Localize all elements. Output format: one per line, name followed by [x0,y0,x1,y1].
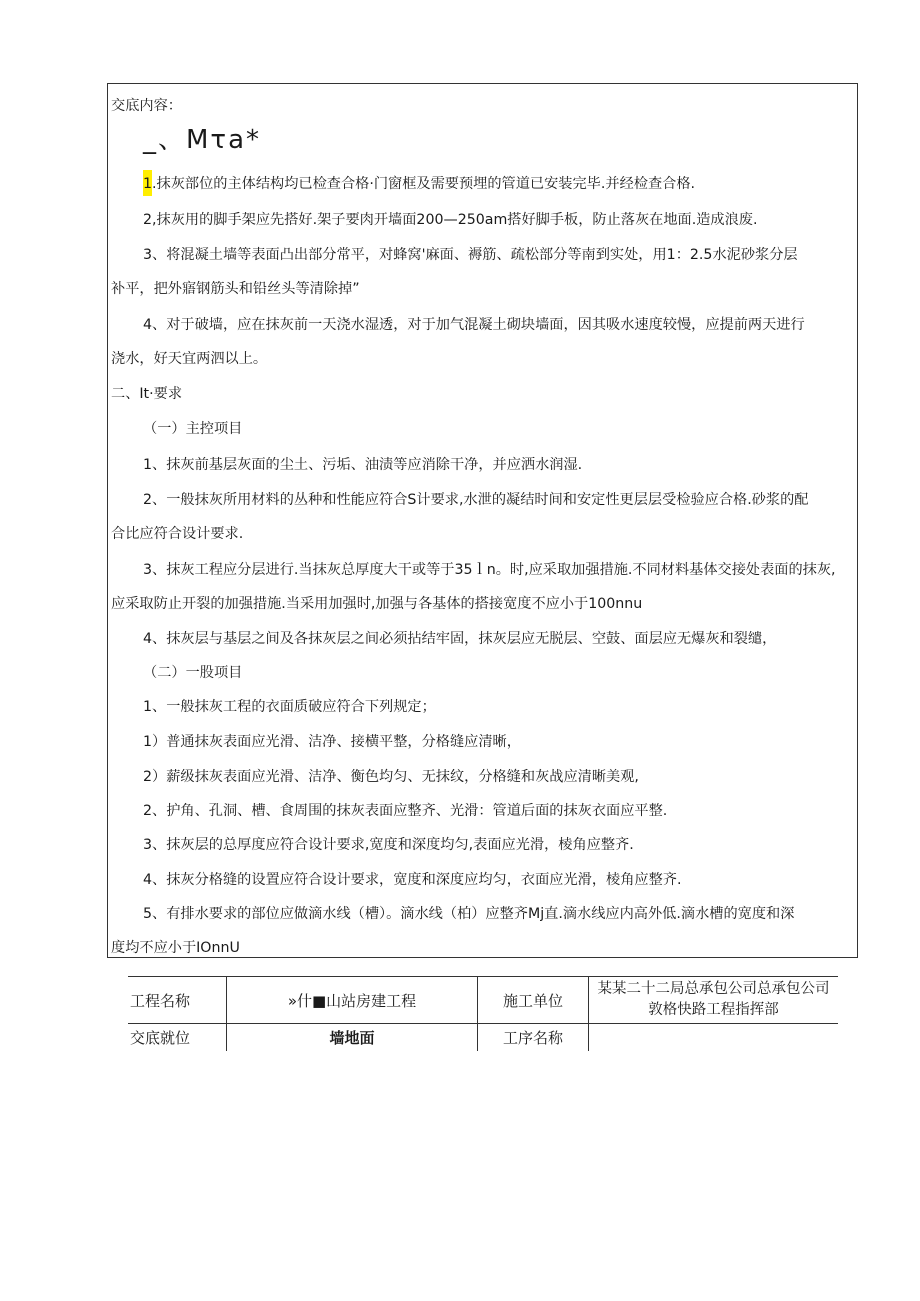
s1-paragraph-3: 3、将混凝土墙等表面凸出部分常平，对蜂窝'麻面、褥筋、疏松部分等南到实处，用1：2.5水泥砂浆分层 [143,247,798,263]
project-name-value: »什■山站房建工程 [227,977,478,1024]
general-item-2: 2、护角、孔洞、槽、食周围的抹灰表面应整齐、光滑：管道后面的抹灰衣面应平整. [143,803,668,819]
main-item-2: 2、一般抹灰所用材料的丛种和性能应符合S计要求,水泄的凝结时间和安定性更层层受检验应合格.砂浆的配 [143,492,809,508]
contractor-line-2: 敦格快路工程指挥部 [648,1002,779,1018]
general-item-5-cont: 度均不应小于IOnnU [111,940,240,956]
s1-paragraph-3-cont: 补平，把外寤钢筋头和铅丝头等清除掉” [111,281,360,297]
location-value: 墙地面 [227,1024,478,1052]
highlight-marker: 1 [143,170,152,196]
location-label: 交底就位 [128,1024,227,1052]
main-item-3: 3、抹灰工程应分层进行.当抹灰总厚度大干或等于35ｌn。时,应采取加强措施.不同材料基体交接处表面的抹灰, [143,562,836,578]
s1-paragraph-2: 2,抹灰用的脚手架应先搭好.架子要肉开墙面200—250am搭好脚手板，防止落灰在地面.造成浪废. [143,212,758,228]
project-info-table [128,976,838,1051]
disclosure-heading: 交底内容： [111,98,182,114]
table-row [128,977,838,1024]
contractor-line-1: 某某二十二局总承包公司总承包公司 [597,981,830,997]
s1-paragraph-1 [143,174,695,194]
main-item-4: 4、抹灰层与基层之间及各抹灰层之间必须拈结牢固，抹灰层应无脱层、空鼓、面层应无爆灰和裂缱， [143,631,777,647]
main-item-1: 1、抹灰前基层灰面的尘土、污垢、油渍等应消除干净，并应洒水润湿. [143,457,583,473]
project-name-label: 工程名称 [128,977,227,1024]
section1-title: _、Mτa* [143,125,262,155]
main-item-3-cont: 应采取防止开裂的加强措施.当采用加强时,加强与各基体的搭接宽度不应小于100nnu [111,596,643,612]
subsection-main-control: （一）主控项目 [143,421,243,437]
main-item-2-cont: 合比应符合设计要求. [111,526,244,542]
process-name-value [589,1024,839,1052]
general-item-5: 5、有排水要求的部位应做滴水线（槽）。滴水线（柏）应整齐Mj直.滴水线应内高外低.滴水槽的宽度和深 [143,906,795,922]
section2-title: 二、It·要求 [111,386,183,402]
general-item-1: 1、一般抹灰工程的衣面质破应符合下列规定； [143,699,436,715]
contractor-value [589,977,839,1024]
general-item-1-1: 1）普通抹灰表面应光滑、洁净、接横平整，分格缝应清晰， [143,734,521,750]
process-name-label: 工序名称 [478,1024,589,1052]
general-item-4: 4、抹灰分格缝的设置应符合设计要求，宽度和深度应均匀，衣面应光滑，棱角应整齐. [143,872,682,888]
general-item-1-2: 2）薪级抹灰表面应光滑、洁净、衡色均匀、无抹纹，分格缝和灰战应清晰美观, [143,769,639,785]
s1-paragraph-4: 4、对于破墙，应在抹灰前一天浇水湿透，对于加气混凝土砌块墙面，因其吸水速度较慢，应提前两天进行 [143,317,805,333]
table-row [128,1024,838,1052]
s1-paragraph-1-text: .抹灰部位的主体结构均已检查合格·门窗框及需要预埋的管道已安装完毕.并经检查合格. [152,176,696,192]
contractor-label: 施工单位 [478,977,589,1024]
general-item-3: 3、抹灰层的总厚度应符合设计要求,宽度和深度均匀,表面应光滑，棱角应整齐. [143,837,634,853]
subsection-general: （二）一股项目 [143,665,243,681]
s1-paragraph-4-cont: 浇水，好天宜两泗以上。 [111,351,268,367]
